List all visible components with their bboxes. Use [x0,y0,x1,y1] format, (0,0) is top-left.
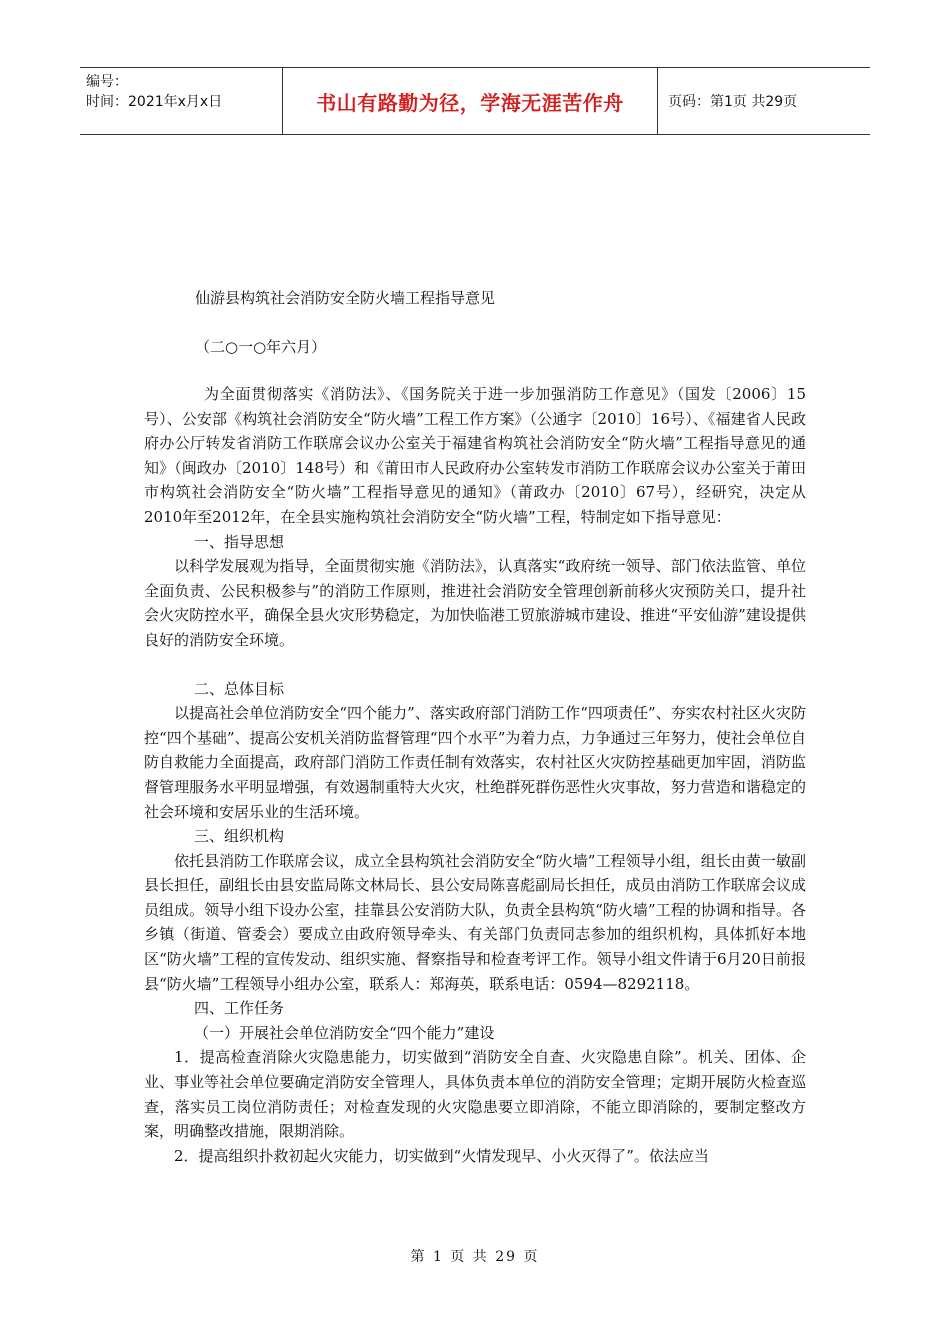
body-paragraph: 依托县消防工作联席会议，成立全县构筑社会消防安全“防火墙”工程领导小组，组长由黄一敏副县长担任，副组长由县安监局陈文林局长、县公安局陈喜彪副局长担任，成员由消防工作联席会议成员组成。领导小组下设办公室，挂靠县公安消防大队，负责全县构筑“防火墙”工程的协调和指导。各乡镇（街道、管委会）要成立由政府领导牵头、有关部门负责同志参加的组织机构，具体抓好本地区“防火墙”工程的宣传发动、组织实施、督察指导和检查考评工作。领导小组文件请于6月20日前报县“防火墙”工程领导小组办公室，联系人：郑海英，联系电话：0594—8292118。 [144,851,806,993]
section-heading-organization: 三、组织机构 [194,827,285,846]
document-number-label: 编号： [86,74,128,90]
intro-paragraph: 为全面贯彻落实《消防法》、《国务院关于进一步加强消防工作意见》（国发〔2006〕15号）、公安部《构筑社会消防安全“防火墙”工程工作方案》（公通字〔2010〕16号）、《福建省人民政府办公厅转发省消防工作联席会议办公室关于福建省构筑社会消防安全“防火墙”工程指导意见的通知》（闽政办〔2010〕148号）和《莆田市人民政府办公室转发市消防工作联席会议办公室关于莆田市构筑社会消防安全“防火墙”工程指导意见的通知》（莆政办〔2010〕67号），经研究，决定从2010年至2012年，在全县实施构筑社会消防安全“防火墙”工程，特制定如下指导意见： [144,385,806,526]
document-body [144,382,806,1168]
subsection-heading: （一）开展社会单位消防安全“四个能力”建设 [194,1023,495,1042]
body-paragraph: 以提高社会单位消防安全“四个能力”、落实政府部门消防工作“四项责任”、夯实农村社区火灾防控“四个基础”、提高公安机关消防监督管理“四个水平”为着力点，力争通过三年努力，使社会单位自防自救能力全面提高，政府部门消防工作责任制有效落实，农村社区火灾防控基础更加牢固，消防监督管理服务水平明显增强，有效遏制重特大火灾，杜绝群死群伤恶性火灾事故，努力营造和谐稳定的社会环境和安居乐业的生活环境。 [144,704,806,821]
header-meta [80,68,282,134]
body-paragraph: 1．提高检查消除火灾隐患能力，切实做到“消防安全自查、火灾隐患自除”。机关、团体、企业、事业等社会单位要确定消防安全管理人，具体负责本单位的消防安全管理；定期开展防火检查巡查，落实员工岗位消防责任；对检查发现的火灾隐患要立即消除，不能立即消除的，要制定整改方案，明确整改措施，限期消除。 [144,1048,806,1141]
header-page-info: 页码：第1页 共29页 [668,94,798,110]
document-time-label: 时间：2021年x月x日 [86,94,223,110]
page-footer: 第 1 页 共 29 页 [410,1249,540,1265]
document-date: （二○一○年六月） [195,338,327,356]
header-slogan: 书山有路勤为径，学海无涯苦作舟 [282,68,658,134]
page-header [80,67,870,135]
section-heading-tasks: 四、工作任务 [194,999,285,1018]
section-heading-guiding: 一、指导思想 [194,532,285,551]
document-title: 仙游县构筑社会消防安全防火墙工程指导意见 [195,289,496,307]
body-paragraph: 2．提高组织扑救初起火灾能力，切实做到“火情发现早、小火灭得了”。依法应当 [174,1146,709,1165]
section-heading-goals: 二、总体目标 [194,679,285,698]
body-paragraph: 以科学发展观为指导，全面贯彻实施《消防法》，认真落实“政府统一领导、部门依法监管、单位全面负责、公民积极参与”的消防工作原则，推进社会消防安全管理创新前移火灾预防关口，提升社会火灾防控水平，确保全县火灾形势稳定，为加快临港工贸旅游城市建设、推进“平安仙游”建设提供良好的消防安全环境。 [144,557,806,649]
